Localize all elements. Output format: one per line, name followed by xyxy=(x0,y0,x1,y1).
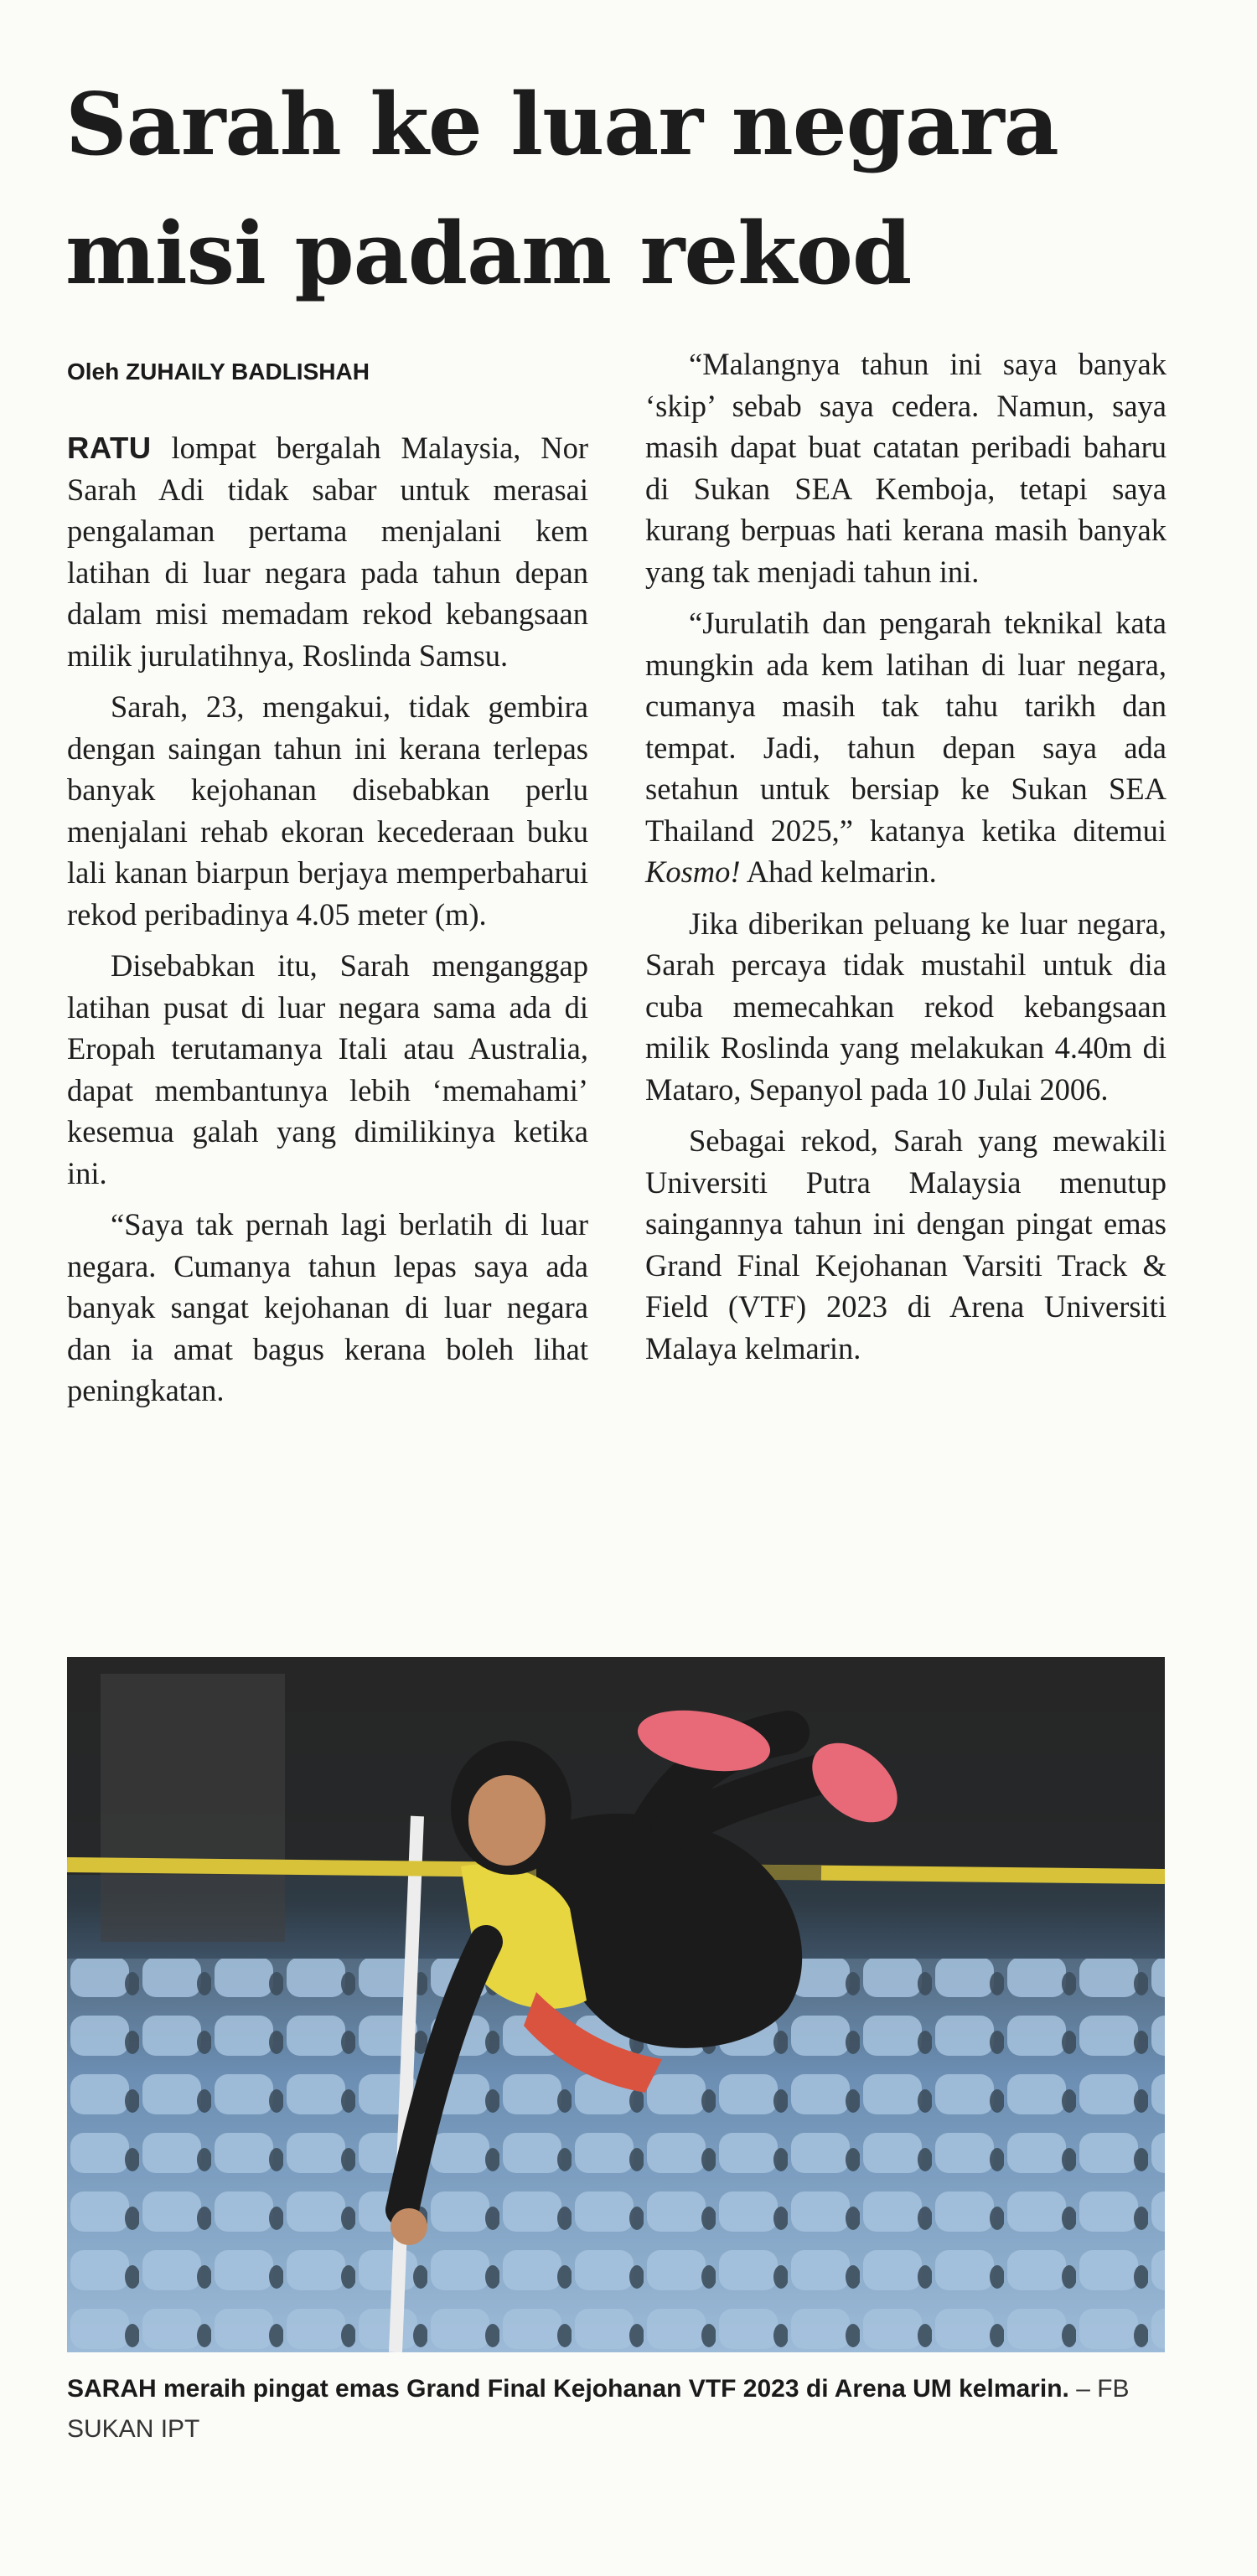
lead-in: RATU xyxy=(67,431,152,465)
article-column-left xyxy=(67,427,588,1422)
article-photo xyxy=(67,1657,1165,2352)
body-paragraph: “Malangnya tahun ini saya banyak ‘skip’ sebab saya cedera. Namun, saya masih dapat buat catatan peribadi baharu di Sukan SEA Kemboja, tetapi saya kurang berpuas hati kerana masih banyak yang tak menjadi tahun ini. xyxy=(645,347,1166,589)
caption-text: SARAH meraih pingat emas Grand Final Kejohanan VTF 2023 di Arena UM kelmarin. xyxy=(67,2375,1069,2403)
byline: Oleh ZUHAILY BADLISHAH xyxy=(67,359,370,385)
body-paragraph: “Saya tak pernah lagi berlatih di luar negara. Cumanya tahun lepas saya ada banyak sangat kejohanan di luar negara dan ia amat bagus kerana boleh lihat peningkatan. xyxy=(67,1207,588,1407)
body-paragraph: Sebagai rekod, Sarah yang mewakili Universiti Putra Malaysia menutup saingannya tahun ini dengan pingat emas Grand Final Kejohanan Varsiti Track & Field (VTF) 2023 di Arena Universiti Malaya kelmarin. xyxy=(645,1123,1166,1365)
article-headline xyxy=(65,60,1188,318)
headline-line-1: Sarah ke luar negara xyxy=(65,75,1058,175)
publication-name: Kosmo! xyxy=(645,854,741,889)
caption-credit: – FB SUKAN IPT xyxy=(67,2375,1130,2443)
photo-caption xyxy=(67,2369,1182,2450)
headline-line-2: misi padam rekod xyxy=(65,204,912,304)
body-paragraph: RATU lompat bergalah Malaysia, Nor Sarah Adi tidak sabar untuk merasai pengalaman pertama menjalani kem latihan di luar negara pada tahun depan dalam misi memadam rekod kebangsaan milik jurulatihnya, Roslinda Samsu. xyxy=(67,431,588,673)
article-column-right xyxy=(645,343,1166,1379)
body-paragraph: Sarah, 23, mengakui, tidak gembira dengan saingan tahun ini kerana terlepas banyak kejohanan disebabkan perlu menjalani rehab ekoran kecederaan buku lali kanan biarpun berjaya memperbaharui rekod peribadinya 4.05 meter (m). xyxy=(67,689,588,932)
body-paragraph: “Jurulatih dan pengarah teknikal kata mungkin ada kem latihan di luar negara, cumanya masih tak tahu tarikh dan tempat. Jadi, tahun depan saya ada setahun untuk bersiap ke Sukan SEA Thailand 2025,” katanya ketika ditemui Kosmo! Ahad kelmarin. xyxy=(645,606,1166,889)
body-paragraph: Jika diberikan peluang ke luar negara, Sarah percaya tidak mustahil untuk dia cuba memecahkan rekod kebangsaan milik Roslinda yang melakukan 4.40m di Mataro, Sepanyol pada 10 Julai 2006. xyxy=(645,906,1166,1107)
body-paragraph: Disebabkan itu, Sarah menganggap latihan pusat di luar negara sama ada di Eropah terutamanya Itali atau Australia, dapat membantunya lebih ‘memahami’ kesemua galah yang dimilikinya ketika ini. xyxy=(67,948,588,1190)
pole-vault-photo-illustration xyxy=(67,1657,1165,2352)
